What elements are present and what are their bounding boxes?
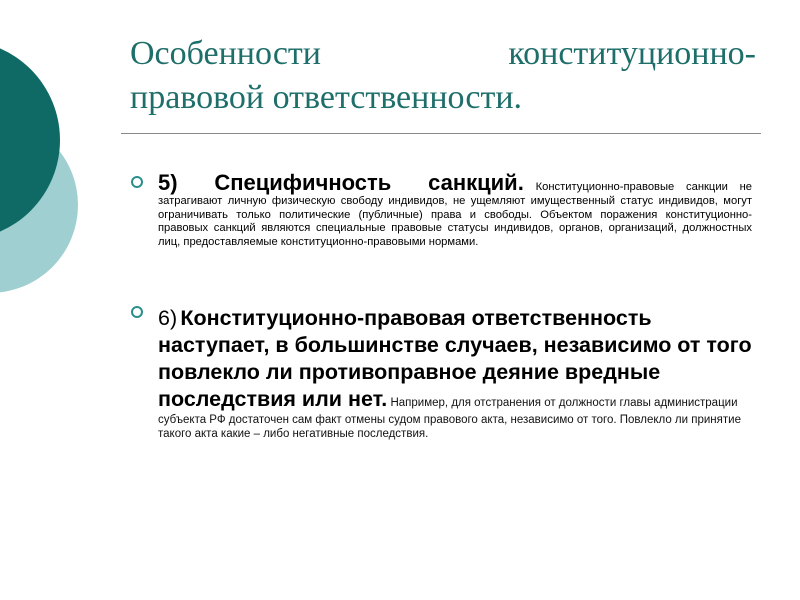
title-word-2: конституционно- [508,35,756,72]
decorative-circles [0,0,130,330]
bullet-circle-icon [131,306,143,318]
title-divider [121,133,761,134]
bullet-circle-icon [131,176,143,188]
title-line-1 [130,32,756,76]
item-number: 6) [158,306,178,330]
item-detail: Конституционно-правовые санкции не затрагивают личную физическую свободу индивидов, не ущемляют имущественный статус индивидов, могут ограничивать только политические (публичные) права и свободы. Объектом поражения конституционно-правовых санкций являются специальные правовые статусы индивидов, органов, организаций, должностных лиц, предоставляемые конституционно-правовыми нормами. [158,181,752,248]
title-line-2: правовой ответственности. [130,79,523,116]
title-word-1: Особенности [130,35,321,72]
bullet-item-5 [158,171,752,249]
slide-title [130,32,756,120]
item-lead: Конституционно-правовая ответственность наступает, в большинстве случаев, независимо от того повлекло ли противоправное деяние вредные последствия или нет. [158,306,752,411]
item-lead: 5) Специфичность санкций. [158,170,524,195]
bullet-item-6 [158,305,752,441]
item-detail: Например, для отстранения от должности главы администрации субъекта РФ достаточен сам факт отмены судом правового акта, независимо от того. Повлекло ли принятие такого акта какие – либо негативные последствия. [158,397,741,440]
